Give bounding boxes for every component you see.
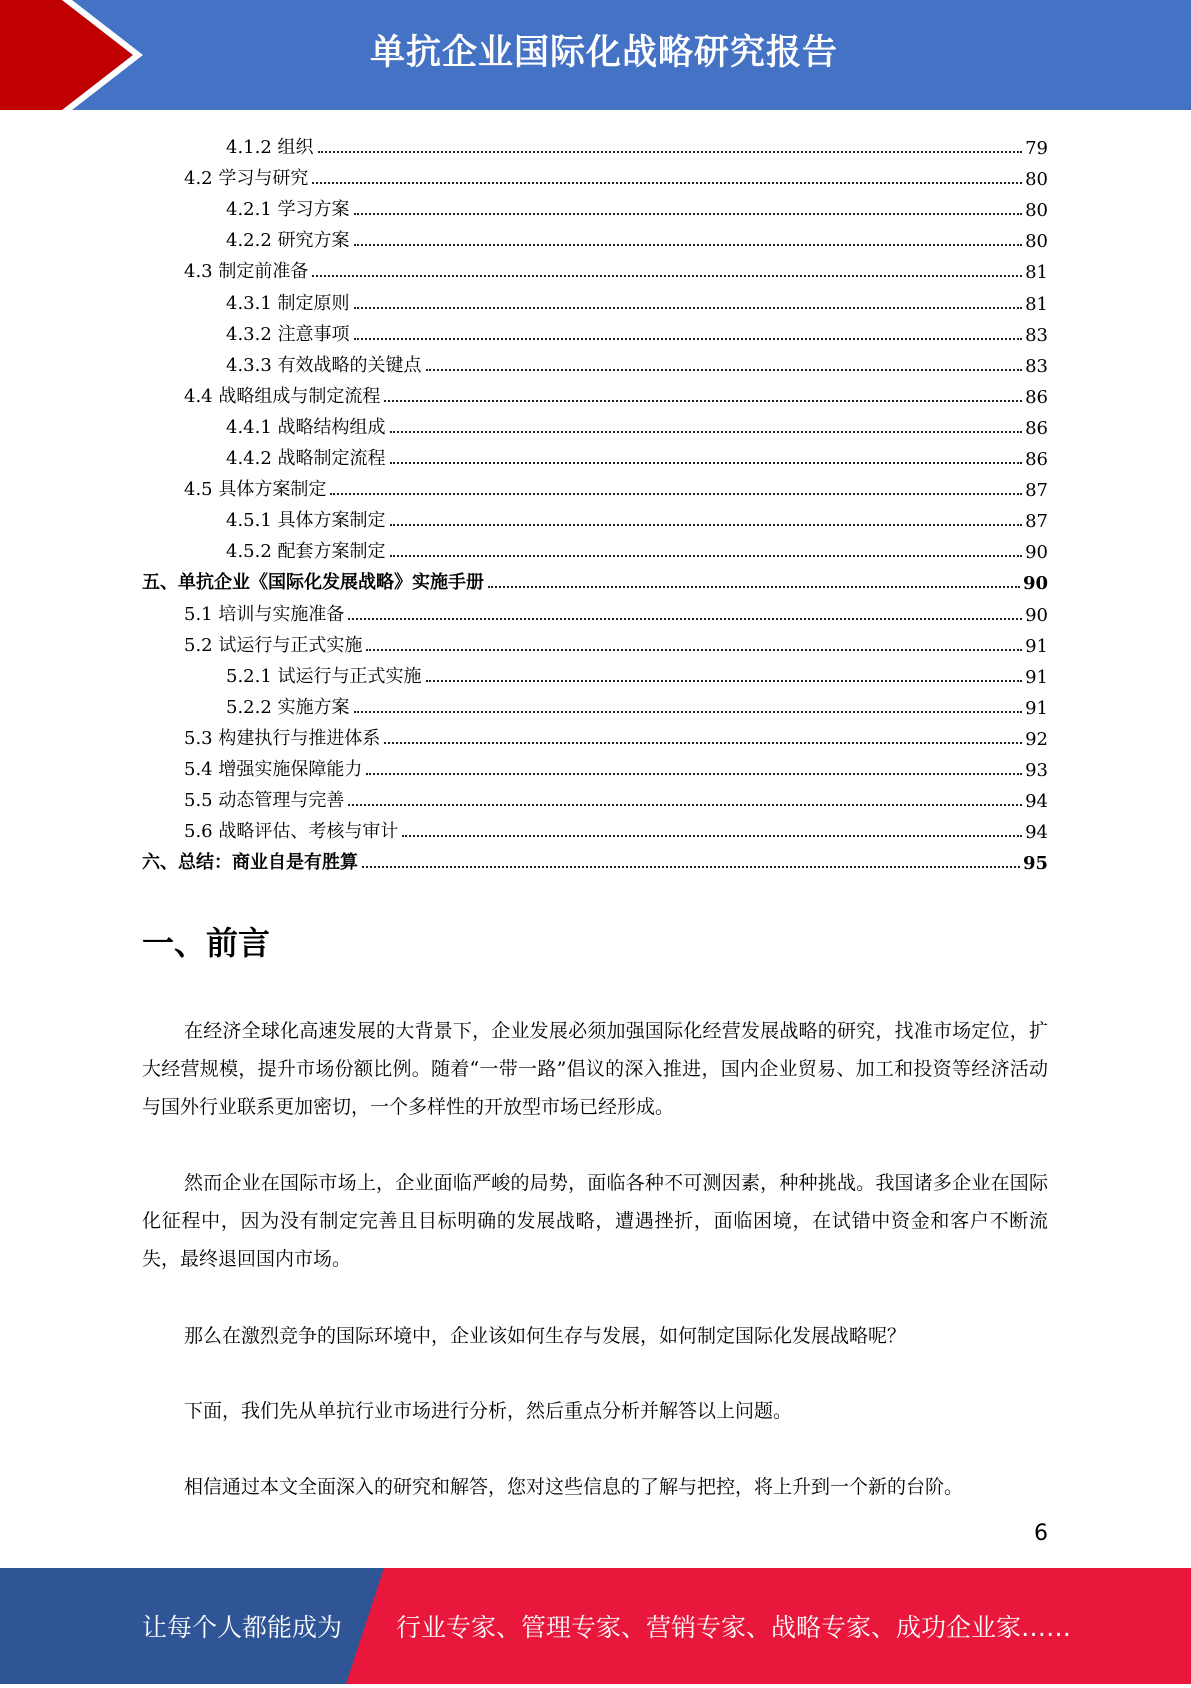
toc-entry[interactable]: [142, 657, 1048, 688]
toc-entry-page: 94: [1025, 791, 1048, 813]
toc-entry-title: 4.3.1 制定原则: [226, 292, 350, 314]
toc-entry-title: 4.3.3 有效战略的关键点: [226, 354, 422, 376]
toc-dot-leader: [354, 307, 1023, 309]
toc-entry-page: 93: [1025, 759, 1048, 781]
toc-entry-title: 4.5.2 配套方案制定: [226, 541, 386, 563]
toc-entry-title: 4.4.1 战略结构组成: [226, 416, 386, 438]
toc-entry-title: 5.4 增强实施保障能力: [184, 758, 363, 780]
toc-entry[interactable]: [142, 408, 1048, 439]
toc-entry-title: 五、单抗企业《国际化发展战略》实施手册: [142, 572, 484, 594]
toc-entry[interactable]: [142, 781, 1048, 812]
page-number: 6: [1034, 1521, 1048, 1546]
toc-entry-title: 4.1.2 组织: [226, 137, 314, 159]
toc-entry-title: 5.6 战略评估、考核与审计: [184, 821, 399, 843]
toc-entry[interactable]: [142, 252, 1048, 283]
toc-entry-title: 5.5 动态管理与完善: [184, 790, 345, 812]
toc-dot-leader: [330, 493, 1022, 495]
page-footer: [0, 1568, 1191, 1684]
toc-dot-leader: [312, 275, 1022, 277]
toc-entry[interactable]: [142, 470, 1048, 501]
toc-entry-title: 5.3 构建执行与推进体系: [184, 727, 381, 749]
toc-entry-page: 95: [1022, 853, 1048, 875]
toc-entry-page: 86: [1025, 417, 1048, 439]
toc-entry-page: 92: [1025, 728, 1048, 750]
body-paragraph-3: [142, 1317, 1048, 1355]
toc-entry-page: 83: [1025, 355, 1048, 377]
toc-dot-leader: [402, 835, 1022, 837]
toc-entry-title: 5.2.2 实施方案: [226, 696, 350, 718]
toc-entry-page: 81: [1025, 293, 1048, 315]
toc-entry[interactable]: [142, 439, 1048, 470]
toc-entry[interactable]: [142, 221, 1048, 252]
toc-entry[interactable]: [142, 159, 1048, 190]
toc-entry-page: 86: [1025, 386, 1048, 408]
paragraph-text: 然而企业在国际市场上，企业面临严峻的局势，面临各种不可测因素，种种挑战。我国诸多企业在国际化征程中，因为没有制定完善且目标明确的发展战略，遭遇挫折，面临困境，在试错中资金和客户不断流失，最终退回国内市场。: [142, 1172, 1048, 1270]
toc-entry-title: 5.1 培训与实施准备: [184, 603, 345, 625]
paragraph-text: 那么在激烈竞争的国际环境中，企业该如何生存与发展，如何制定国际化发展战略呢？: [184, 1325, 907, 1347]
toc-dot-leader: [354, 213, 1023, 215]
toc-dot-leader: [426, 369, 1023, 371]
toc-dot-leader: [354, 338, 1023, 340]
toc-entry[interactable]: [142, 626, 1048, 657]
toc-dot-leader: [426, 680, 1023, 682]
toc-entry-page: 94: [1025, 822, 1048, 844]
toc-entry-title: 4.2.1 学习方案: [226, 199, 350, 221]
toc-dot-leader: [390, 431, 1023, 433]
toc-entry-title: 4.5.1 具体方案制定: [226, 510, 386, 532]
toc-entry[interactable]: [142, 128, 1048, 159]
toc-entry-title: 六、总结：商业自是有胜算: [142, 852, 358, 874]
toc-entry-page: 80: [1025, 200, 1048, 222]
toc-entry[interactable]: [142, 377, 1048, 408]
toc-entry-page: 80: [1025, 231, 1048, 253]
toc-entry[interactable]: [142, 812, 1048, 843]
toc-entry[interactable]: [142, 346, 1048, 377]
table-of-contents: [142, 128, 1048, 874]
toc-entry-title: 4.2.2 研究方案: [226, 230, 350, 252]
toc-dot-leader: [318, 151, 1023, 153]
toc-entry-page: 81: [1025, 262, 1048, 284]
toc-dot-leader: [348, 804, 1022, 806]
toc-dot-leader: [366, 773, 1022, 775]
toc-entry-title: 4.3.2 注意事项: [226, 323, 350, 345]
footer-slogan-right: 行业专家、管理专家、营销专家、战略专家、成功企业家……: [396, 1613, 1072, 1642]
toc-dot-leader: [348, 618, 1022, 620]
toc-entry-page: 91: [1025, 666, 1048, 688]
toc-entry[interactable]: [142, 283, 1048, 314]
toc-dot-leader: [384, 742, 1022, 744]
toc-entry-page: 83: [1025, 324, 1048, 346]
toc-entry[interactable]: [142, 688, 1048, 719]
toc-entry-title: 4.5 具体方案制定: [184, 479, 327, 501]
toc-entry-page: 90: [1025, 604, 1048, 626]
section-title: 一、前言: [142, 924, 271, 962]
toc-entry[interactable]: [142, 563, 1048, 594]
toc-dot-leader: [390, 524, 1023, 526]
toc-entry-page: 87: [1025, 511, 1048, 533]
toc-dot-leader: [390, 555, 1023, 557]
toc-entry[interactable]: [142, 501, 1048, 532]
toc-entry-title: 4.4 战略组成与制定流程: [184, 385, 381, 407]
body-paragraph-4: [142, 1392, 1048, 1430]
toc-dot-leader: [312, 182, 1022, 184]
paragraph-text: 在经济全球化高速发展的大背景下，企业发展必须加强国际化经营发展战略的研究，找准市场定位，扩大经营规模，提升市场份额比例。随着“一带一路”倡议的深入推进，国内企业贸易、加工和投资等经济活动与国外行业联系更加密切，一个多样性的开放型市场已经形成。: [142, 1020, 1048, 1118]
toc-entry-title: 4.3 制定前准备: [184, 261, 309, 283]
toc-entry[interactable]: [142, 532, 1048, 563]
toc-entry-page: 91: [1025, 697, 1048, 719]
page-header: [0, 0, 1191, 110]
toc-entry[interactable]: [142, 750, 1048, 781]
toc-entry-title: 5.2 试运行与正式实施: [184, 634, 363, 656]
toc-entry[interactable]: [142, 843, 1048, 874]
toc-entry-page: 90: [1022, 573, 1048, 595]
report-title: 单抗企业国际化战略研究报告: [369, 33, 838, 73]
toc-dot-leader: [354, 711, 1023, 713]
toc-entry-page: 90: [1025, 542, 1048, 564]
toc-entry-page: 86: [1025, 449, 1048, 471]
toc-entry[interactable]: [142, 190, 1048, 221]
body-paragraph-1: [142, 1012, 1048, 1126]
body-paragraph-2: [142, 1164, 1048, 1278]
body-paragraph-5: [142, 1468, 1048, 1506]
toc-dot-leader: [354, 244, 1023, 246]
toc-entry[interactable]: [142, 594, 1048, 625]
toc-entry[interactable]: [142, 315, 1048, 346]
toc-entry[interactable]: [142, 719, 1048, 750]
paragraph-text: 下面，我们先从单抗行业市场进行分析，然后重点分析并解答以上问题。: [184, 1400, 793, 1422]
footer-slogan-left: 让每个人都能成为: [142, 1613, 343, 1642]
toc-entry-page: 80: [1025, 169, 1048, 191]
toc-entry-page: 91: [1025, 635, 1048, 657]
toc-entry-title: 4.2 学习与研究: [184, 168, 309, 190]
toc-dot-leader: [488, 586, 1020, 588]
paragraph-text: 相信通过本文全面深入的研究和解答，您对这些信息的了解与把控，将上升到一个新的台阶。: [184, 1476, 964, 1498]
toc-dot-leader: [384, 400, 1022, 402]
toc-entry-title: 4.4.2 战略制定流程: [226, 448, 386, 470]
toc-dot-leader: [362, 866, 1020, 868]
toc-entry-page: 87: [1025, 480, 1048, 502]
toc-entry-page: 79: [1025, 138, 1048, 160]
toc-dot-leader: [390, 462, 1023, 464]
toc-dot-leader: [366, 649, 1022, 651]
toc-entry-title: 5.2.1 试运行与正式实施: [226, 665, 422, 687]
